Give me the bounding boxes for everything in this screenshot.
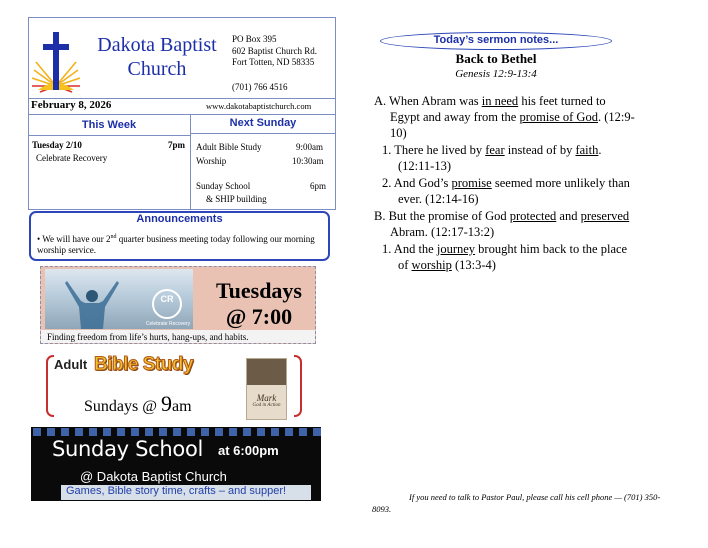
sermon-line (398, 258, 496, 274)
cr-logo-text: CR (160, 294, 174, 304)
sermon-text: (12:11-13) (398, 159, 451, 173)
mark-book-cover (246, 358, 287, 420)
sermon-text: Egypt and away from the (390, 110, 520, 124)
church-address (232, 34, 317, 69)
sermon-text: B. But the promise of God (374, 209, 510, 223)
church-name-line2: Church (127, 58, 187, 80)
book-title-text: Mark (256, 393, 277, 403)
sermon-text: his feet turned to (518, 94, 606, 108)
adult-bible-study-banner[interactable] (46, 353, 302, 419)
next-sunday-item-label: Adult Bible Study (196, 142, 262, 152)
divider (28, 135, 190, 136)
this-week-event: Celebrate Recovery (36, 153, 108, 163)
sunday-school-banner[interactable] (31, 427, 321, 501)
book-subtitle: God in Action (252, 403, 281, 408)
sermon-notes-label: Today’s sermon notes... (433, 34, 559, 46)
announcement-sup: nd (110, 234, 117, 240)
sermon-text: 1. There he lived by (382, 143, 486, 157)
cr-tagline: Finding freedom from life’s hurts, hang-ups, and habits. (47, 332, 249, 342)
sermon-line (390, 126, 407, 142)
next-sunday-item-time: 9:00am (296, 142, 323, 152)
sermon-text: brought him back to the place (475, 242, 628, 256)
cross-sunrise-icon (32, 30, 80, 96)
book-title (247, 393, 286, 408)
sermon-line (382, 242, 627, 258)
announcements-box (29, 211, 330, 261)
sermon-text: of (398, 258, 412, 272)
this-week-heading: This Week (81, 119, 137, 131)
divider (28, 114, 336, 115)
sermon-text: Abram. (12:17-13:2) (390, 225, 495, 239)
church-name (82, 33, 232, 81)
sermon-text: 2. And God’s (382, 176, 452, 190)
sermon-blank-answer: journey (436, 242, 476, 256)
next-sunday-item-time: 10:30am (292, 156, 324, 166)
left-brace (46, 355, 54, 417)
sermon-blank-answer: in need (481, 94, 519, 108)
church-phone: (701) 766 4516 (232, 82, 288, 92)
address-line3: Fort Totten, ND 58335 (232, 57, 315, 67)
cr-logo-sub: Celebrate Recovery (145, 321, 191, 327)
abs-sundays: Sundays @ (84, 398, 161, 415)
sermon-line (398, 159, 451, 175)
sermon-text: and (556, 209, 581, 223)
sermon-line (374, 209, 629, 225)
abs-schedule (84, 391, 192, 417)
abs-bible-study-label: Bible Study (94, 354, 194, 375)
sermon-blank-answer: preserved (580, 209, 630, 223)
cr-time: @ 7:00 (225, 304, 293, 329)
sermon-line (382, 176, 630, 192)
church-name-line1: Dakota Baptist (97, 34, 217, 56)
church-website[interactable]: www.dakotabaptistchurch.com (206, 101, 312, 111)
sermon-blank-answer: worship (411, 258, 452, 272)
sermon-line (398, 192, 479, 208)
abs-nine: 9 (160, 391, 172, 416)
announcements-heading: Announcements (136, 213, 223, 225)
sermon-line (390, 110, 635, 126)
announcement-text-start: We will have our 2 (42, 234, 111, 244)
pastor-contact-note: If you need to talk to Pastor Paul, please call his cell phone — (701) 350-8093. (372, 492, 661, 514)
sermon-text: . (12:9- (597, 110, 635, 124)
abs-adult-label: Adult (54, 357, 88, 372)
sermon-line (374, 94, 606, 110)
announcement-text-end: quarter business meeting today following our morning worship service. (37, 234, 315, 255)
next-sunday-item-label: Sunday School (196, 181, 251, 191)
sermon-line (390, 225, 494, 241)
sermon-title: Back to Bethel (455, 51, 537, 66)
address-line1: PO Box 395 (232, 34, 277, 44)
announcement-item (37, 232, 322, 256)
sermon-text: seemed more unlikely than (491, 176, 630, 190)
sunday-school-subtitle: Games, Bible story time, crafts – and supper! (66, 485, 287, 497)
sermon-reference: Genesis 12:9-13:4 (455, 68, 537, 80)
sermon-blank-answer: promise (451, 176, 492, 190)
bullet-icon: • (37, 234, 41, 244)
next-sunday-item-label: Worship (196, 156, 227, 166)
sermon-blank-answer: faith (575, 143, 599, 157)
sermon-text: A. When Abram was (374, 94, 482, 108)
divider (190, 133, 336, 134)
checker-pattern (31, 427, 321, 437)
sermon-text: ever. (12:14-16) (398, 192, 479, 206)
sunday-school-time: at 6:00pm (218, 443, 279, 458)
abs-am: am (171, 398, 192, 415)
next-sunday-extra: & SHIP building (206, 194, 267, 204)
next-sunday-heading: Next Sunday (229, 117, 297, 129)
cr-logo-icon (152, 289, 182, 319)
sermon-text: . (598, 143, 602, 157)
sermon-blank-answer: promise of God (519, 110, 598, 124)
sunday-school-location: @ Dakota Baptist Church (80, 469, 227, 484)
sermon-line (382, 143, 602, 159)
sunday-school-title: Sunday School (52, 437, 204, 461)
this-week-day: Tuesday 2/10 (32, 140, 82, 150)
address-line2: 602 Baptist Church Rd. (232, 45, 317, 56)
sermon-text: 10) (390, 126, 407, 140)
sermon-text: 1. And the (382, 242, 437, 256)
sermon-text: (13:3-4) (451, 258, 496, 272)
worship-photo (45, 269, 193, 329)
raised-arms-person-icon (59, 279, 123, 329)
sermon-blank-answer: protected (509, 209, 557, 223)
celebrate-recovery-banner[interactable] (40, 266, 316, 344)
bulletin-date: February 8, 2026 (31, 99, 112, 111)
right-brace (294, 355, 302, 417)
cr-day: Tuesdays (215, 278, 302, 303)
book-photo-band (247, 359, 286, 385)
next-sunday-item-time: 6pm (310, 181, 327, 191)
sermon-blank-answer: fear (485, 143, 505, 157)
sermon-text: instead of by (504, 143, 576, 157)
this-week-time: 7pm (168, 140, 186, 150)
column-divider (190, 114, 191, 210)
